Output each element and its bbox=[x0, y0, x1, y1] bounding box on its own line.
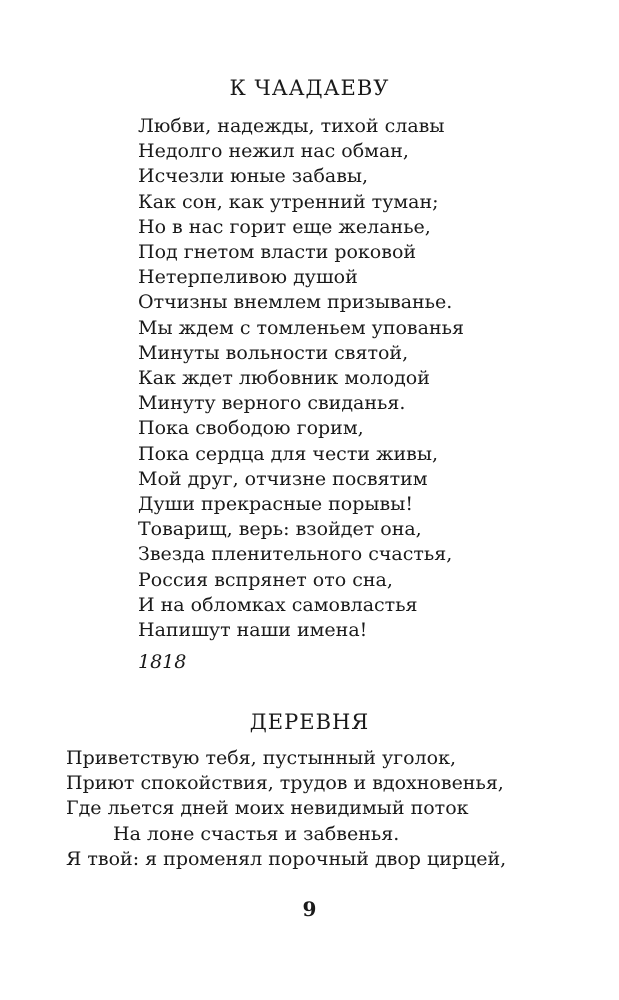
poem-text bbox=[66, 746, 506, 872]
poem-title: ДЕРЕВНЯ bbox=[249, 710, 370, 734]
poem-line: На лоне счастья и забвенья. bbox=[113, 822, 400, 845]
poem-line: И на обломках самовластья bbox=[138, 593, 418, 616]
poem-line: Приют спокойствия, трудов и вдохновенья, bbox=[66, 772, 504, 795]
poem-line: Отчизны внемлем призыванье. bbox=[138, 291, 453, 314]
poem-line: Товарищ, верь: взойдет она, bbox=[138, 518, 422, 541]
poem-line: Я твой: я променял порочный двор цирцей, bbox=[66, 847, 507, 870]
poem-line: Пока сердца для чести живы, bbox=[138, 442, 439, 465]
poem-title: К ЧААДАЕВУ bbox=[229, 76, 390, 100]
poem-line: Звезда пленительного счастья, bbox=[138, 543, 453, 566]
poem-line: Минуту верного свиданья. bbox=[138, 392, 406, 415]
poem-line: Пока свободою горим, bbox=[138, 417, 364, 440]
page-number: 9 bbox=[302, 897, 317, 921]
poem-line: Мой друг, отчизне посвятим bbox=[138, 467, 428, 490]
poem-line: Нетерпеливою душой bbox=[138, 266, 358, 289]
poem-line: Приветствую тебя, пустынный уголок, bbox=[66, 747, 456, 769]
poem-line: Недолго нежил нас обман, bbox=[138, 140, 409, 163]
poem-line: Но в нас горит еще желанье, bbox=[138, 215, 431, 238]
poem-line: Как ждет любовник молодой bbox=[138, 367, 430, 390]
poem-line: Минуты вольности святой, bbox=[138, 341, 409, 364]
poem-line: Любви, надежды, тихой славы bbox=[138, 115, 445, 137]
poem-date: 1818 bbox=[138, 651, 187, 673]
poem-text bbox=[138, 114, 464, 643]
poem-line: Где льется дней моих невидимый поток bbox=[66, 797, 469, 820]
poem-line: Россия вспрянет ото сна, bbox=[138, 568, 393, 591]
poem-line: Исчезли юные забавы, bbox=[138, 165, 369, 188]
poem-line: Напишут наши имена! bbox=[138, 619, 368, 642]
poem-line: Мы ждем с томленьем упованья bbox=[138, 316, 464, 339]
poem-line: Души прекрасные порывы! bbox=[138, 493, 413, 516]
poem-line: Как сон, как утренний туман; bbox=[138, 190, 439, 213]
poem-line: Под гнетом власти роковой bbox=[138, 241, 417, 264]
